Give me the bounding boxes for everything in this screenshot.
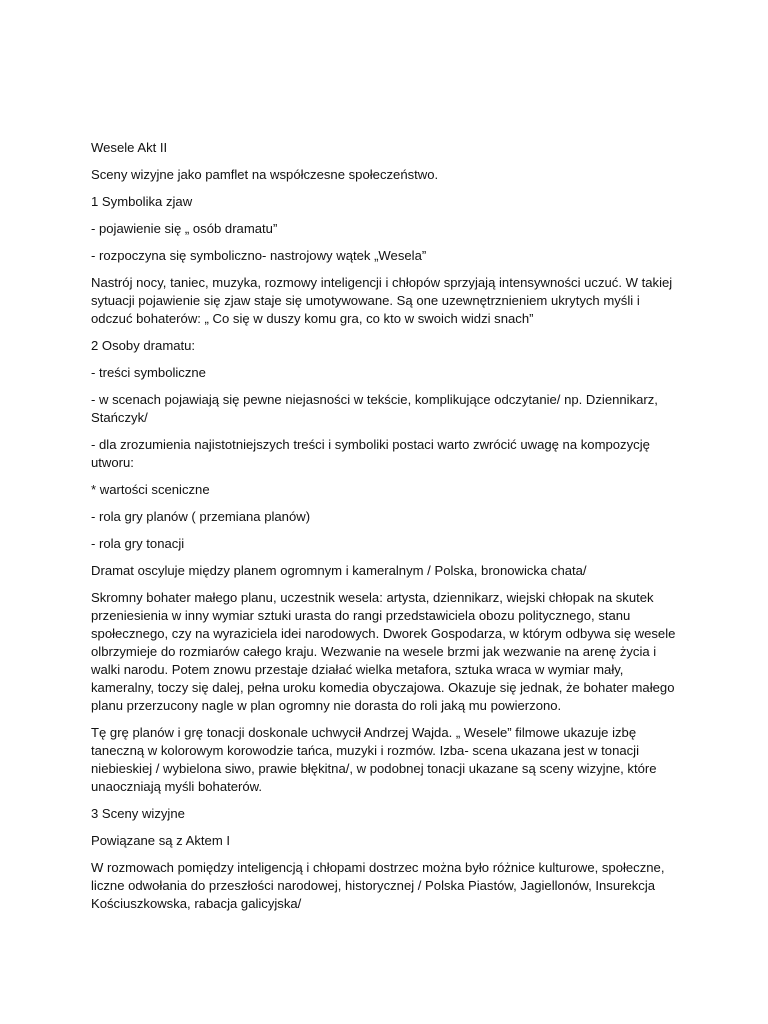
section-heading-1: 1 Symbolika zjaw bbox=[91, 194, 193, 209]
list-item: - treści symboliczne bbox=[91, 365, 206, 380]
list-item: - rola gry tonacji bbox=[91, 536, 185, 551]
list-item: * wartości sceniczne bbox=[91, 482, 210, 497]
section-heading-2: 2 Osoby dramatu: bbox=[91, 338, 196, 353]
list-item: - rola gry planów ( przemiana planów) bbox=[91, 509, 311, 524]
document-title: Wesele Akt II bbox=[91, 140, 168, 155]
list-item: - dla zrozumienia najistotniejszych treści i symboliki postaci warto zwrócić uwagę na kompozycję utworu: bbox=[91, 437, 650, 470]
paragraph: Skromny bohater małego planu, uczestnik wesela: artysta, dziennikarz, wiejski chłopak na skutek przeniesienia w inny wymiar sztuki urasta do rangi przedstawiciela obozu politycznego, stanu społecznego, czy na wyraziciela idei narodowych. Dworek Gospodarza, w którym odbywa się wesele olbrzymieje do rozmiarów całego kraju. Wezwanie na wesele brzmi jak wezwanie na arenę życia i walki narodu. Potem znowu przestaje działać wielka metafora, sztuka wraca w wymiar mały, kameralny, toczy się dalej, pełna uroku komedia obyczajowa. Okazuje się jednak, że bohater małego planu przerzucony nagle w plan ogromny nie dorasta do roli jaką mu powierzono. bbox=[91, 590, 676, 713]
section-heading-3: 3 Sceny wizyjne bbox=[91, 806, 185, 821]
document-subtitle: Sceny wizyjne jako pamflet na współczesne społeczeństwo. bbox=[91, 167, 439, 182]
document-page bbox=[91, 139, 681, 922]
list-item: - rozpoczyna się symboliczno- nastrojowy wątek „Wesela” bbox=[91, 248, 427, 263]
paragraph: Dramat oscyluje między planem ogromnym i kameralnym / Polska, bronowicka chata/ bbox=[91, 563, 587, 578]
list-item: - w scenach pojawiają się pewne niejasności w tekście, komplikujące odczytanie/ np. Dziennikarz, Stańczyk/ bbox=[91, 392, 658, 425]
paragraph: Powiązane są z Aktem I bbox=[91, 833, 231, 848]
paragraph: Nastrój nocy, taniec, muzyka, rozmowy inteligencji i chłopów sprzyjają intensywności uczuć. W takiej sytuacji pojawienie się zjaw staje się umotywowane. Są one uzewnętrznieniem ukrytych myśli i odczuć bohaterów: „ Co się w duszy komu gra, co kto w swoich widzi snach” bbox=[91, 275, 673, 326]
paragraph: W rozmowach pomiędzy inteligencją i chłopami dostrzec można było różnice kulturowe, społeczne, liczne odwołania do przeszłości narodowej, historycznej / Polska Piastów, Jagiellonów, Insurekcja Kościuszkowska, rabacja galicyjska/ bbox=[91, 860, 665, 911]
paragraph: Tę grę planów i grę tonacji doskonale uchwycił Andrzej Wajda. „ Wesele” filmowe ukazuje izbę taneczną w kolorowym korowodzie tańca, muzyki i rozmów. Izba- scena ukazana jest w tonacji niebieskiej / wybielona siwo, prawie błękitna/, w podobnej tonacji ukazane są sceny wizyjne, które unaoczniają myśli bohaterów. bbox=[91, 725, 657, 794]
list-item: - pojawienie się „ osób dramatu” bbox=[91, 221, 278, 236]
